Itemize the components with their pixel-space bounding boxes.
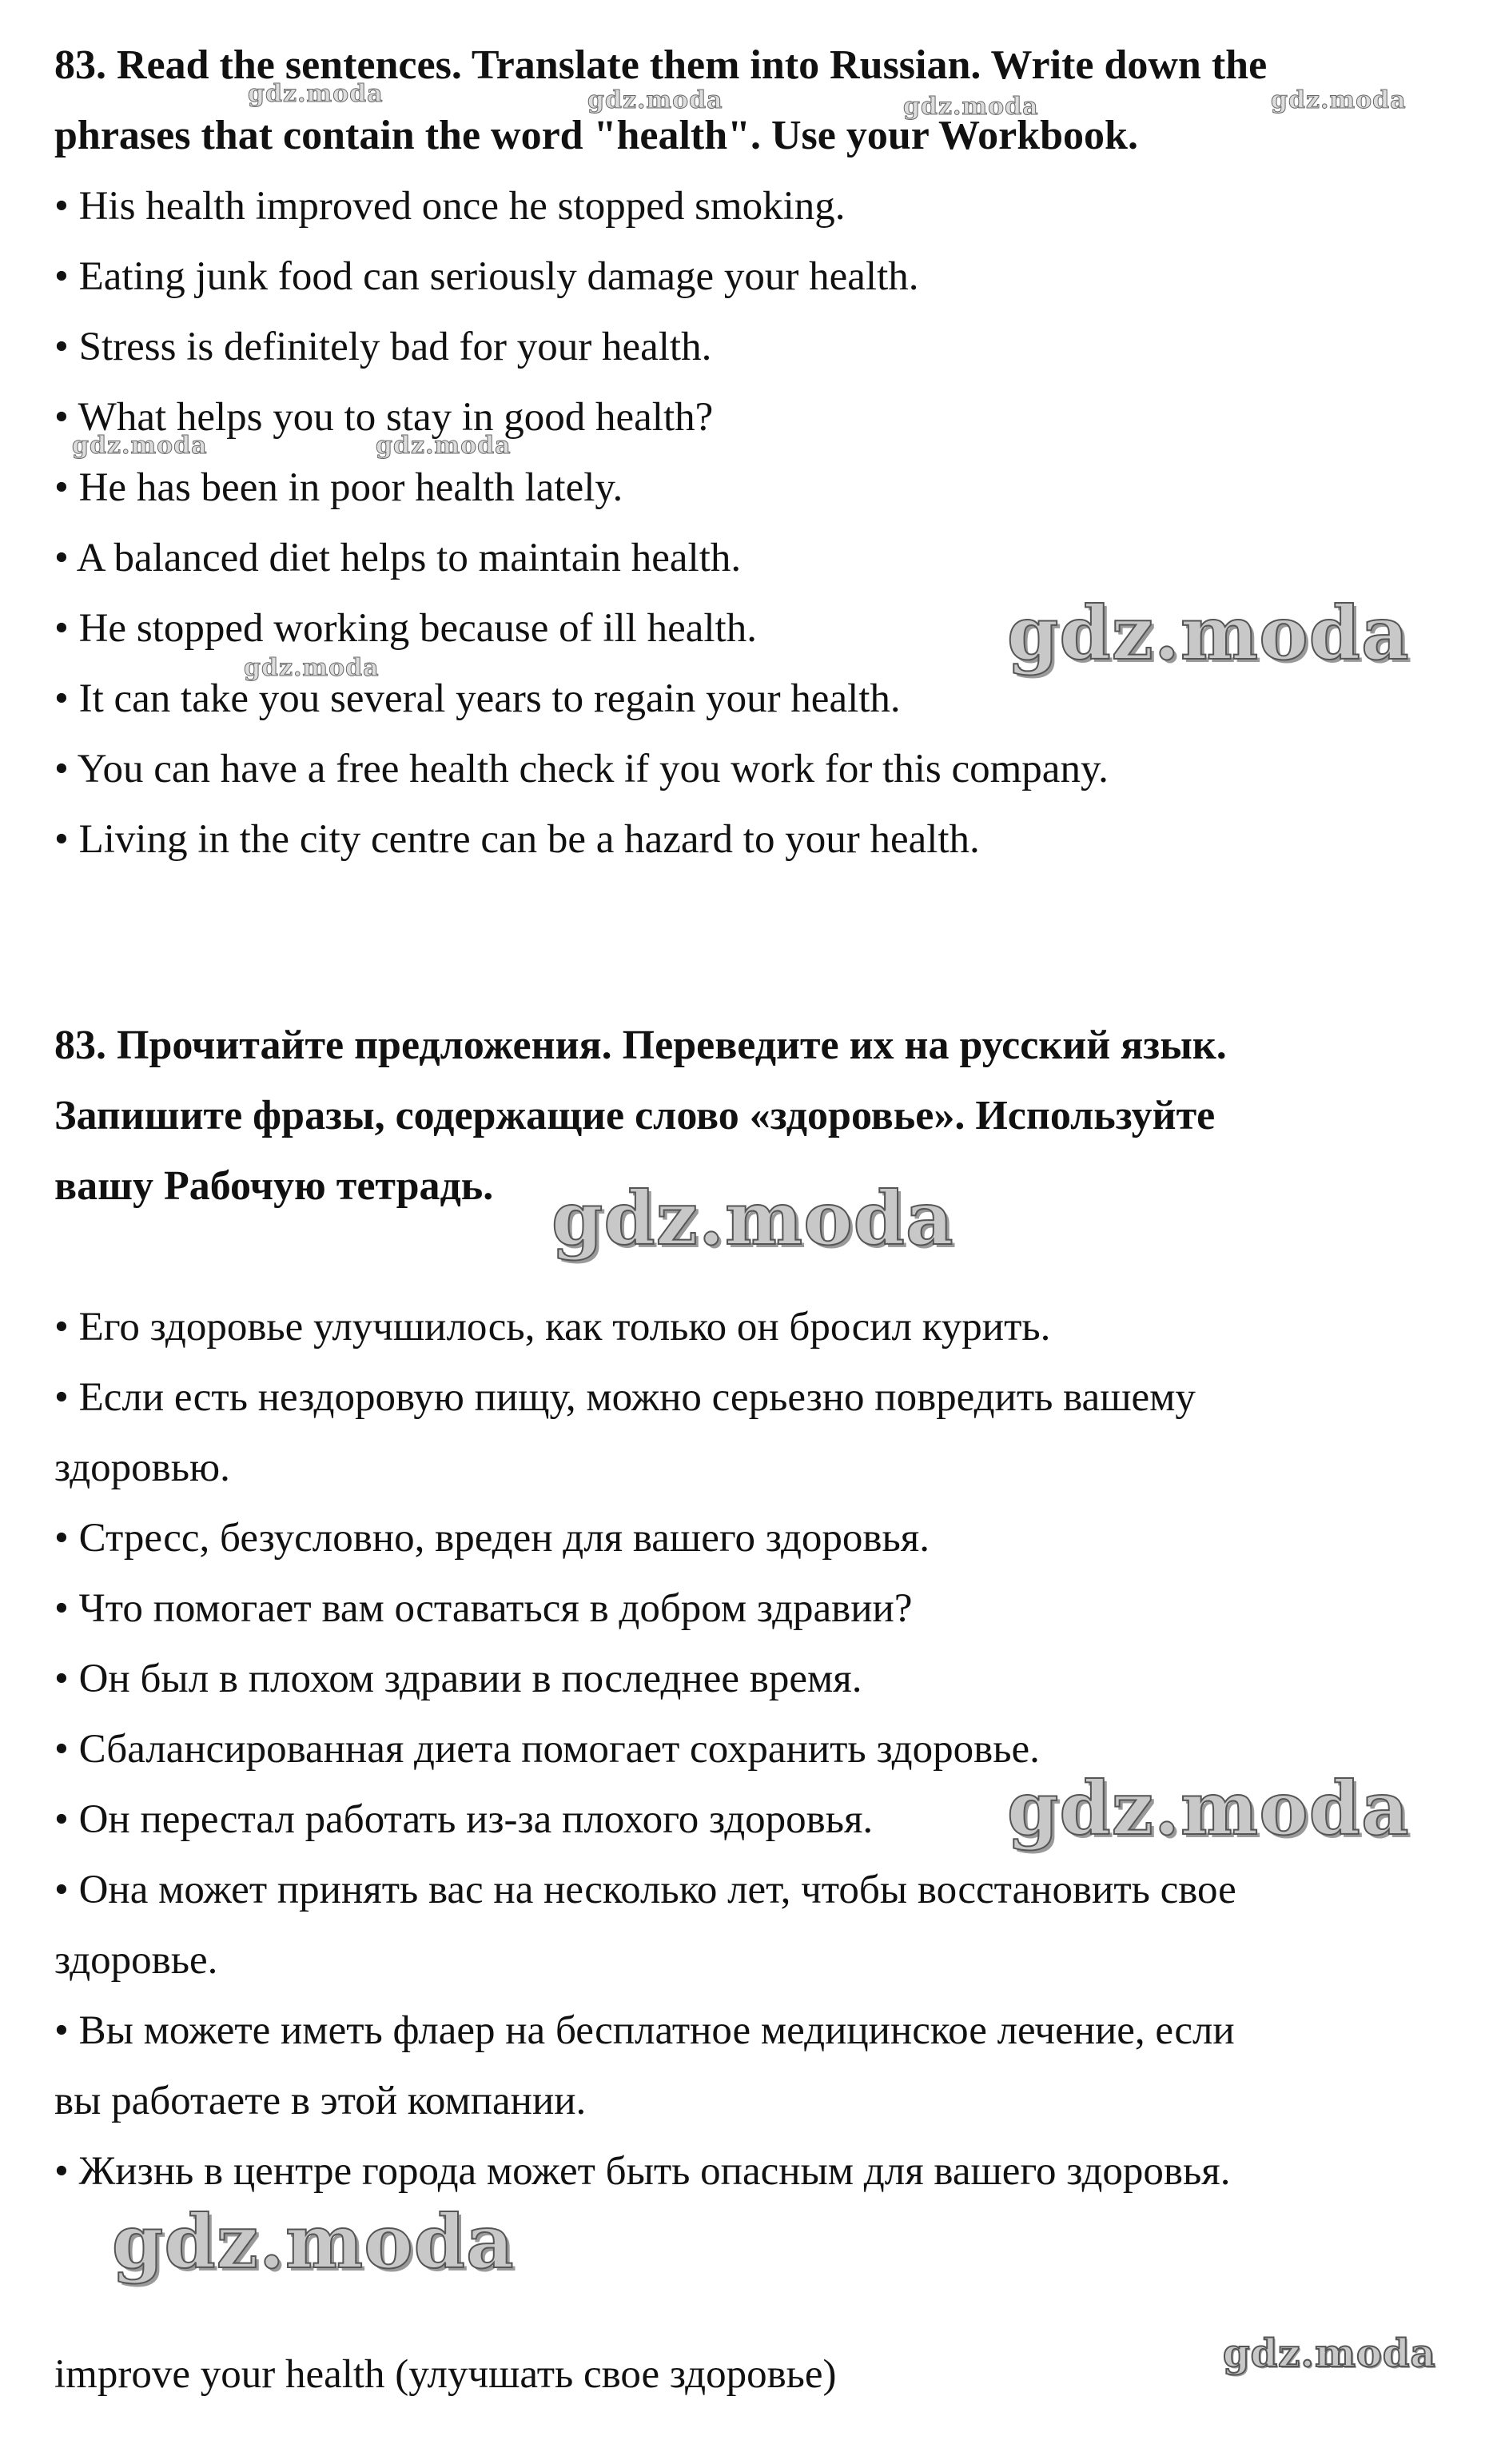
english-sentence: • He stopped working because of ill health.	[54, 606, 757, 651]
english-sentence: • What helps you to stay in good health?	[54, 395, 714, 440]
russian-line: • Стресс, безусловно, вреден для вашего здоровья.	[54, 1516, 930, 1561]
russian-heading-line-3: вашу Рабочую тетрадь.	[54, 1163, 494, 1209]
watermark: gdz.moda	[1007, 590, 1410, 676]
english-sentence: • He has been in poor health lately.	[54, 465, 623, 510]
watermark: gdz.moda	[376, 432, 512, 460]
russian-line: • Сбалансированная диета помогает сохранить здоровье.	[54, 1727, 1040, 1772]
watermark: gdz.moda	[1223, 2331, 1436, 2376]
phrase-line: improve your health (улучшать свое здоровье)	[54, 2352, 837, 2397]
watermark: gdz.moda	[112, 2199, 515, 2285]
watermark: gdz.moda	[72, 432, 208, 460]
russian-line: • Она может принять вас на несколько лет, чтобы восстановить свое	[54, 1868, 1236, 1912]
russian-line: вы работаете в этой компании.	[54, 2079, 587, 2123]
russian-line: • Его здоровье улучшилось, как только он бросил курить.	[54, 1305, 1051, 1350]
english-sentence: • Living in the city centre can be a hazard to your health.	[54, 817, 980, 862]
watermark: gdz.moda	[1271, 86, 1407, 114]
russian-line: • Вы можете иметь флаер на бесплатное медицинское лечение, если	[54, 2008, 1235, 2053]
english-heading-line-1: 83. Read the sentences. Translate them into Russian. Write down the	[54, 42, 1268, 88]
watermark: gdz.moda	[1007, 1765, 1410, 1852]
watermark: gdz.moda	[587, 86, 723, 114]
russian-line: здоровью.	[54, 1445, 230, 1490]
english-sentence: • You can have a free health check if you work for this company.	[54, 747, 1109, 791]
russian-heading-line-2: Запишите фразы, содержащие слово «здоровье». Используйте	[54, 1093, 1216, 1138]
russian-line: • Что помогает вам оставаться в добром здравии?	[54, 1586, 913, 1631]
english-sentence: • His health improved once he stopped smoking.	[54, 184, 846, 229]
watermark: gdz.moda	[551, 1175, 954, 1262]
watermark: gdz.moda	[903, 93, 1039, 121]
english-sentence: • Eating junk food can seriously damage your health.	[54, 254, 919, 299]
russian-line: • Если есть нездоровую пищу, можно серьезно повредить вашему	[54, 1375, 1196, 1420]
russian-line: • Он был в плохом здравии в последнее время.	[54, 1657, 862, 1701]
english-heading-line-2: phrases that contain the word "health". Use your Workbook.	[54, 113, 1138, 158]
russian-line: • Он перестал работать из-за плохого здоровья.	[54, 1797, 874, 1842]
english-sentence: • A balanced diet helps to maintain health.	[54, 536, 742, 580]
watermark: gdz.moda	[244, 654, 380, 682]
russian-line: здоровье.	[54, 1938, 218, 1983]
watermark: gdz.moda	[248, 80, 384, 108]
russian-line: • Жизнь в центре города может быть опасным для вашего здоровья.	[54, 2149, 1231, 2194]
english-sentence: • It can take you several years to regain your health.	[54, 676, 901, 721]
russian-heading-line-1: 83. Прочитайте предложения. Переведите их на русский язык.	[54, 1023, 1227, 1068]
english-sentence: • Stress is definitely bad for your health.	[54, 325, 712, 369]
